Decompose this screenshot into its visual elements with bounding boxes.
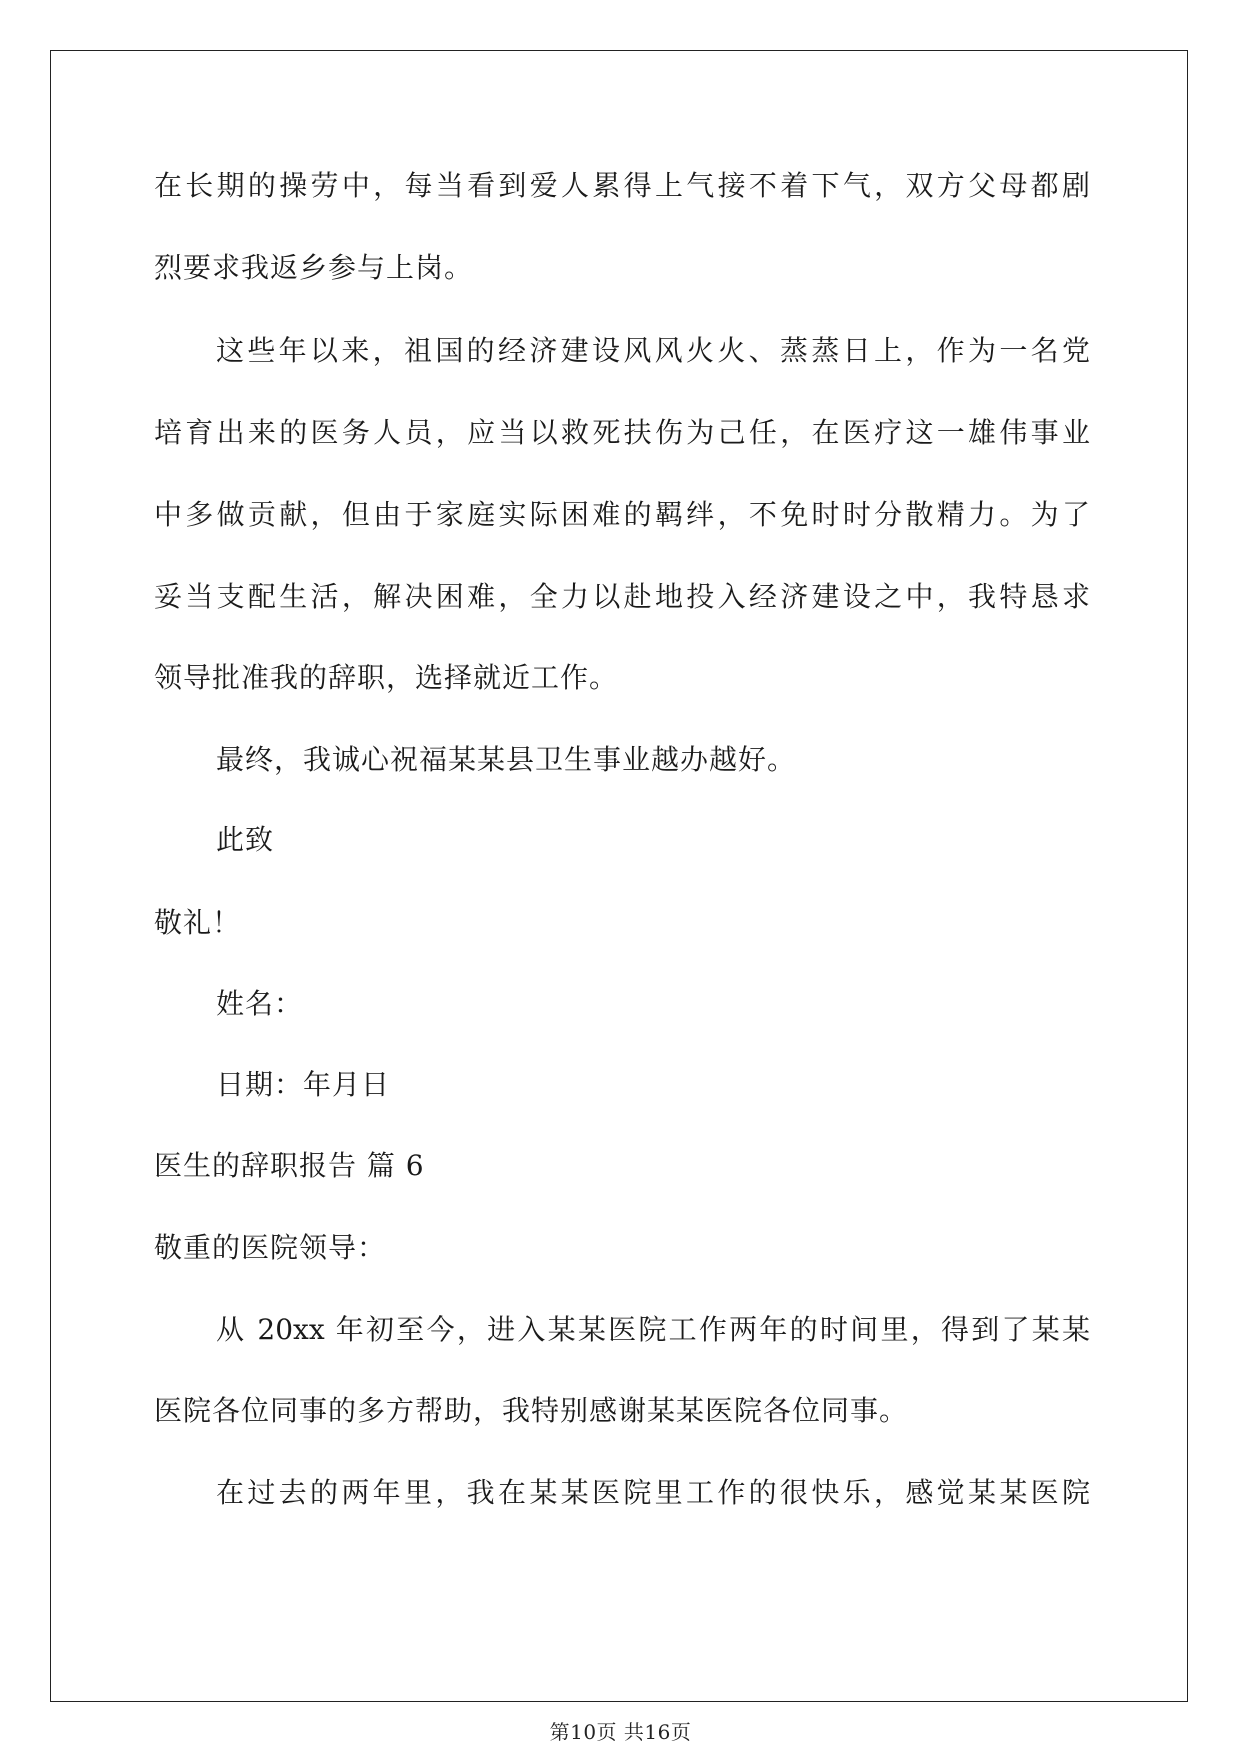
paragraph-line: 领导批准我的辞职，选择就近工作。 bbox=[154, 661, 619, 694]
page-border bbox=[50, 50, 1188, 1702]
paragraph-line: 在长期的操劳中，每当看到爱人累得上气接不着下气，双方父母都剧 bbox=[154, 169, 1090, 202]
paragraph-line: 最终，我诚心祝福某某县卫生事业越办越好。 bbox=[216, 743, 797, 776]
greeting-line: 敬重的医院领导： bbox=[154, 1231, 387, 1264]
paragraph-line: 在过去的两年里，我在某某医院里工作的很快乐，感觉某某医院 bbox=[216, 1476, 1090, 1509]
paragraph-line: 烈要求我返乡参与上岗。 bbox=[154, 251, 474, 284]
salutation-line: 敬礼！ bbox=[154, 906, 242, 939]
paragraph-line: 这些年以来，祖国的经济建设风风火火、蒸蒸日上，作为一名党 bbox=[216, 334, 1090, 367]
signature-date-line: 日期：年月日 bbox=[216, 1068, 391, 1101]
paragraph-line: 培育出来的医务人员，应当以救死扶伤为己任，在医疗这一雄伟事业 bbox=[154, 416, 1090, 449]
page-number-footer: 第10页 共16页 bbox=[549, 1720, 692, 1744]
paragraph-line: 妥当支配生活，解决困难，全力以赴地投入经济建设之中，我特恳求 bbox=[154, 580, 1090, 613]
section-heading: 医生的辞职报告 篇 6 bbox=[154, 1149, 425, 1182]
paragraph-line: 从 20xx 年初至今，进入某某医院工作两年的时间里，得到了某某 bbox=[216, 1313, 1090, 1346]
signature-name-line: 姓名： bbox=[216, 987, 304, 1020]
paragraph-line: 医院各位同事的多方帮助，我特别感谢某某医院各位同事。 bbox=[154, 1394, 909, 1427]
paragraph-line: 中多做贡献，但由于家庭实际困难的羁绊，不免时时分散精力。为了 bbox=[154, 498, 1090, 531]
closing-line: 此致 bbox=[216, 823, 275, 856]
